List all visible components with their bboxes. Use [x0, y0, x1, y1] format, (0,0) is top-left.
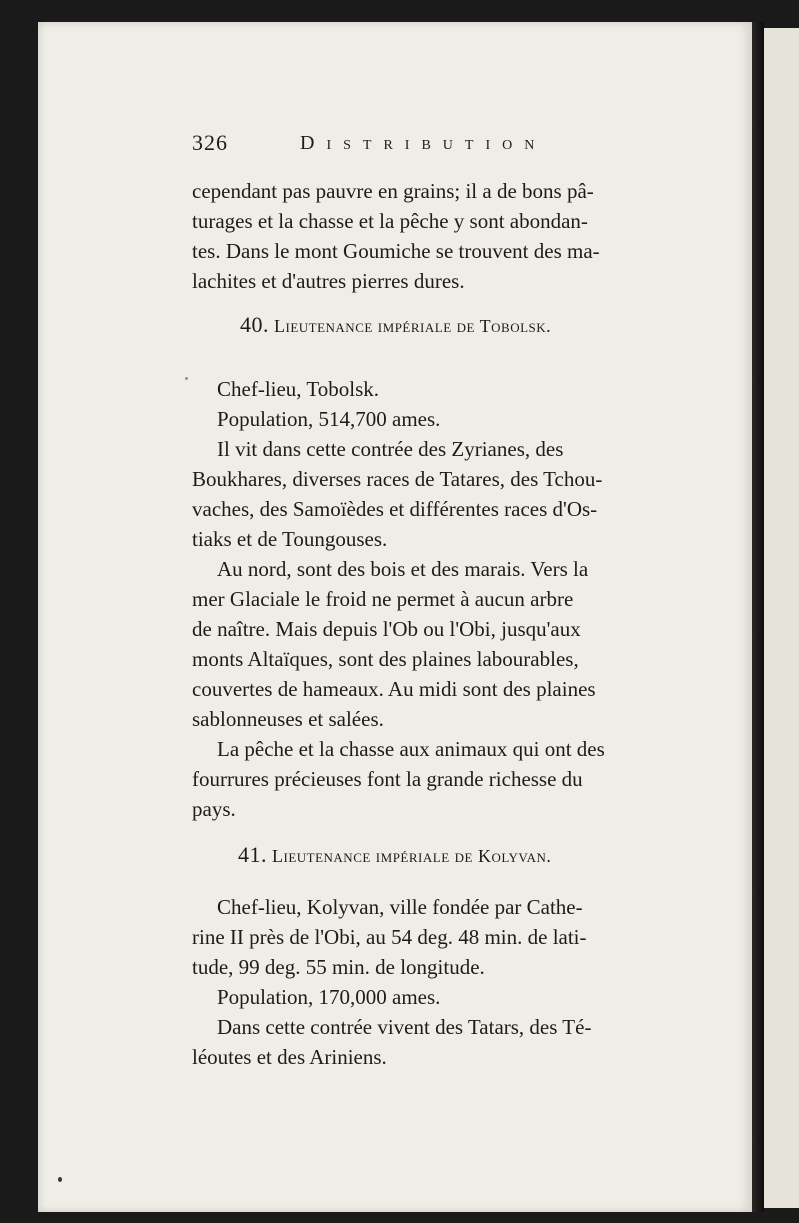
text-line: Chef-lieu, Kolyvan, ville fondée par Cathe-: [217, 895, 583, 919]
text-line: Au nord, sont des bois et des marais. Vers la: [217, 557, 589, 581]
text-line: tude, 99 deg. 55 min. de longitude.: [192, 955, 485, 979]
text-line: tes. Dans le mont Goumiche se trouvent des ma-: [192, 239, 600, 263]
section-title: Lieutenance impériale de Tobolsk.: [274, 316, 552, 336]
text-line: rine II près de l'Obi, au 54 deg. 48 min. de lati-: [192, 925, 587, 949]
section-title: Lieutenance impériale de Kolyvan.: [272, 846, 552, 866]
section-heading: [240, 312, 551, 338]
text-line: couvertes de hameaux. Au midi sont des plaines: [192, 677, 596, 701]
text-line: turages et la chasse et la pêche y sont abondan-: [192, 209, 588, 233]
text-line: vaches, des Samoïèdes et différentes races d'Os-: [192, 497, 598, 521]
text-line: tiaks et de Toungouses.: [192, 527, 388, 551]
paper-speck: [58, 1177, 62, 1182]
text-line: léoutes et des Ariniens.: [192, 1045, 387, 1069]
text-line: Il vit dans cette contrée des Zyrianes, des: [217, 437, 564, 461]
text-line: monts Altaïques, sont des plaines labourables,: [192, 647, 579, 671]
section-number: 41.: [238, 842, 267, 867]
text-line: sablonneuses et salées.: [192, 707, 384, 731]
paper-speck: [185, 377, 188, 380]
book-page: [38, 22, 752, 1212]
section-number: 40.: [240, 312, 269, 337]
text-line: La pêche et la chasse aux animaux qui ont des: [217, 737, 605, 761]
text-line: Population, 170,000 ames.: [217, 985, 441, 1009]
text-line: pays.: [192, 797, 236, 821]
text-line: cependant pas pauvre en grains; il a de bons pâ-: [192, 179, 594, 203]
text-line: lachites et d'autres pierres dures.: [192, 269, 465, 293]
text-line: fourrures précieuses font la grande richesse du: [192, 767, 583, 791]
facing-page-edge: [764, 28, 799, 1208]
section-heading: [238, 842, 551, 868]
text-line: Dans cette contrée vivent des Tatars, des Té-: [217, 1015, 592, 1039]
running-title: Distribution: [300, 132, 547, 154]
book-gutter: [752, 22, 764, 1212]
text-line: de naître. Mais depuis l'Ob ou l'Obi, jusqu'aux: [192, 617, 581, 641]
text-line: mer Glaciale le froid ne permet à aucun arbre: [192, 587, 574, 611]
text-line: Population, 514,700 ames.: [217, 407, 441, 431]
page-header: [38, 130, 752, 160]
page-number: 326: [192, 130, 228, 155]
text-line: Chef-lieu, Tobolsk.: [217, 377, 380, 401]
text-line: Boukhares, diverses races de Tatares, des Tchou-: [192, 467, 603, 491]
